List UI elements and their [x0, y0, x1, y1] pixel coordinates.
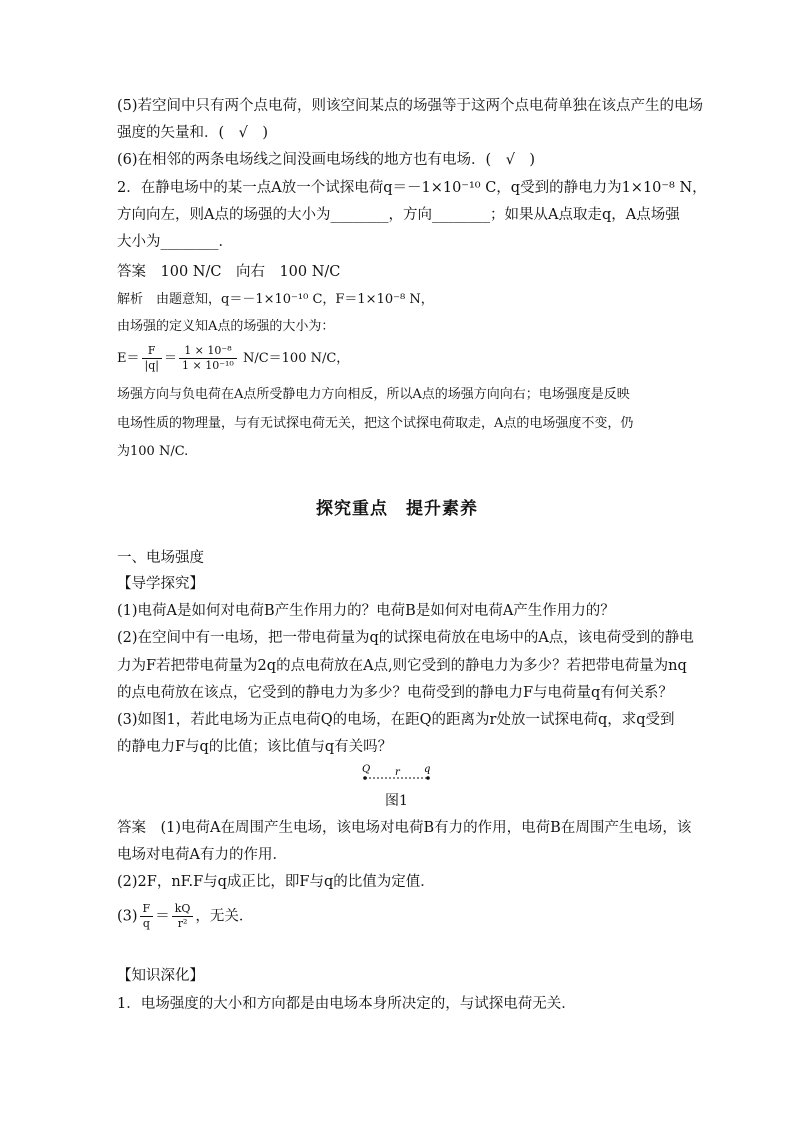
- question-line: 力为F若把带电荷量为2q的点电荷放在A点,则它受到的静电力为多少？若把带电荷量为nq: [117, 658, 687, 674]
- analysis-line: 解析 由题意知，q＝－1×10⁻¹⁰ C，F＝1×10⁻⁸ N，: [117, 292, 434, 307]
- fraction-denominator: q: [142, 917, 150, 930]
- fraction-numerator: F: [142, 344, 162, 359]
- fraction-numerator: F: [140, 902, 154, 917]
- label-source-charge: Q: [362, 764, 371, 775]
- analysis-line: 由场强的定义知A点的场强的大小为：: [117, 319, 335, 334]
- section-title: 探究重点 提升素养: [316, 499, 478, 519]
- fraction-denominator: r²: [177, 917, 188, 930]
- formula-line: [117, 344, 349, 373]
- formula-line: [117, 902, 253, 931]
- figure-caption: 图1: [385, 793, 408, 809]
- fraction: [172, 902, 194, 931]
- analysis-line: 为100 N/C.: [117, 444, 189, 459]
- fraction-numerator: kQ: [172, 902, 194, 917]
- text-line: (6)在相邻的两条电场线之间没画电场线的地方也有电场．( √ ): [117, 152, 536, 168]
- analysis-line: 电场性质的物理量，与有无试探电荷无关，把这个试探电荷取走，A点的电场强度不变，仍: [117, 416, 634, 431]
- answer-line: 答案 (1)电荷A在周围产生电场，该电场对电荷B有力的作用，电荷B在周围产生电场，该: [117, 820, 692, 836]
- question-line: (2)在空间中有一电场，把一带电荷量为q的试探电荷放在电场中的A点，该电荷受到的静电: [117, 630, 694, 646]
- formula-text: ＝: [155, 908, 170, 925]
- text-line: 方向向左，则A点的场强的大小为________，方向________；如果从A点取走q，A点场强: [117, 207, 680, 223]
- question-line: 的点电荷放在该点，它受到的静电力为多少？电荷受到的静电力F与电荷量q有何关系？: [117, 685, 673, 701]
- fraction: [142, 344, 162, 373]
- figure-1-diagram: [362, 762, 432, 784]
- label-test-charge: q: [424, 764, 431, 775]
- text-line: (5)若空间中只有两个点电荷，则该空间某点的场强等于这两个点电荷单独在该点产生的电场: [117, 98, 704, 114]
- formula-text: N/C＝100 N/C，: [238, 351, 350, 366]
- fraction-numerator: 1 × 10⁻⁸: [179, 344, 237, 359]
- question-line: (1)电荷A是如何对电荷B产生作用力的？电荷B是如何对电荷A产生作用力的？: [117, 603, 615, 619]
- subsection-heading: 【知识深化】: [117, 968, 204, 984]
- formula-text: ＝: [163, 351, 177, 366]
- fraction-denominator: |q|: [144, 359, 159, 372]
- formula-text: (3): [117, 908, 138, 925]
- formula-text: E＝: [117, 351, 140, 366]
- subsection-heading: 【导学探究】: [117, 576, 204, 592]
- question-line: 的静电力F与q的比值；该比值与q有关吗？: [117, 739, 393, 755]
- analysis-line: 场强方向与负电荷在A点所受静电力方向相反，所以A点的场强方向向右；电场强度是反映: [117, 387, 630, 402]
- answer-line: (2)2F，nF.F与q成正比，即F与q的比值为定值．: [117, 874, 435, 890]
- answer-line: 电场对电荷A有力的作用．: [117, 847, 287, 863]
- fraction-denominator: 1 × 10⁻¹⁰: [181, 359, 234, 372]
- question-line: (3)如图1，若此电场为正点电荷Q的电场，在距Q的距离为r处放一试探电荷q，求q受到: [117, 712, 675, 728]
- charge-point-q-source: [363, 776, 367, 780]
- fraction: [140, 902, 154, 931]
- label-distance: r: [395, 767, 400, 778]
- formula-text: ，无关．: [195, 908, 254, 925]
- charge-point-q-test: [426, 776, 430, 780]
- subsection-heading: 一、电场强度: [117, 550, 204, 566]
- fraction: [179, 344, 237, 373]
- text-line: 2．在静电场中的某一点A放一个试探电荷q＝－1×10⁻¹⁰ C，q受到的静电力为1×10⁻⁸ N，: [117, 180, 707, 196]
- knowledge-line: 1．电场强度的大小和方向都是由电场本身所决定的，与试探电荷无关．: [117, 996, 576, 1012]
- answer-line: 答案 100 N/C 向右 100 N/C: [117, 264, 341, 280]
- text-line: 强度的矢量和．( √ ): [117, 125, 269, 141]
- text-line: 大小为________．: [117, 234, 233, 250]
